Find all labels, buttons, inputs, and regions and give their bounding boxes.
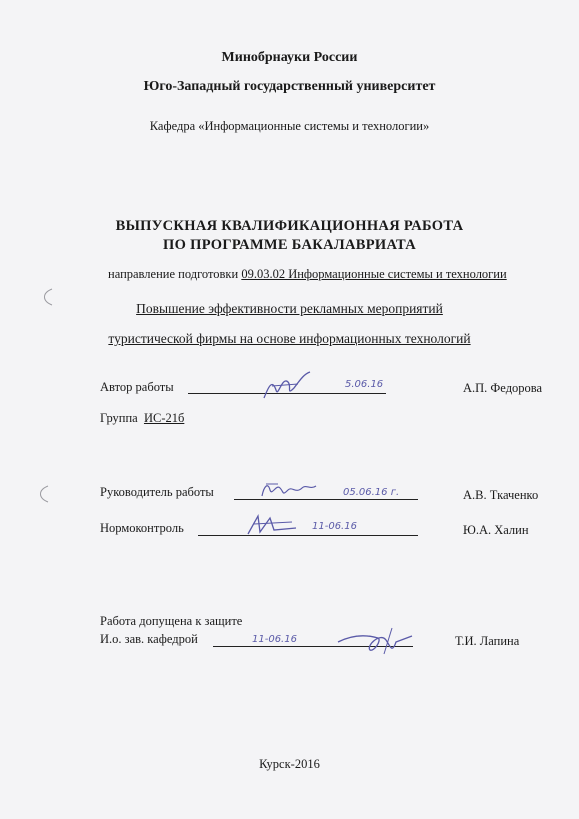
admission-label: Работа допущена к защите bbox=[100, 614, 243, 628]
direction-value: 09.03.02 Информационные системы и технологии bbox=[241, 267, 507, 281]
ministry-name: Минобрнауки России bbox=[221, 50, 358, 65]
head-date: 11-06.16 bbox=[252, 634, 297, 645]
author-label: Автор работы bbox=[100, 380, 174, 394]
author-name: А.П. Федорова bbox=[463, 381, 543, 395]
supervisor-date: 05.06.16 г. bbox=[343, 487, 400, 498]
head-label: И.о. зав. кафедрой bbox=[100, 632, 198, 646]
supervisor-label: Руководитель работы bbox=[100, 485, 214, 499]
topic-line2: туристической фирмы на основе информационных технологий bbox=[108, 331, 471, 346]
group-line bbox=[100, 411, 184, 426]
supervisor-signature-icon bbox=[258, 478, 320, 502]
supervisor-name: А.В. Ткаченко bbox=[463, 488, 539, 502]
city-year: Курск-2016 bbox=[259, 757, 320, 771]
normcontrol-name: Ю.А. Халин bbox=[463, 523, 529, 537]
author-date: 5.06.16 bbox=[345, 379, 384, 390]
work-title-line1: ВЫПУСКНАЯ КВАЛИФИКАЦИОННАЯ РАБОТА bbox=[115, 218, 464, 234]
group-label: Группа bbox=[100, 411, 138, 425]
work-title-line2: ПО ПРОГРАММЕ БАКАЛАВРИАТА bbox=[163, 237, 416, 253]
punch-hole-mark-icon bbox=[36, 484, 52, 504]
head-signature-icon bbox=[334, 622, 416, 660]
normcontrol-date: 11-06.16 bbox=[312, 521, 357, 532]
normcontrol-signature-line bbox=[198, 535, 418, 536]
group-value: ИС-21б bbox=[143, 411, 185, 425]
department-name: Кафедра «Информационные системы и технологии» bbox=[149, 119, 430, 133]
direction-label: направление подготовки bbox=[108, 267, 239, 281]
author-signature-icon bbox=[258, 368, 318, 404]
direction-line bbox=[108, 267, 507, 282]
head-name: Т.И. Лапина bbox=[455, 634, 520, 648]
normcontrol-signature-icon bbox=[244, 510, 300, 538]
normcontrol-label: Нормоконтроль bbox=[100, 521, 184, 535]
punch-hole-mark-icon bbox=[40, 287, 56, 307]
university-name: Юго-Западный государственный университет bbox=[143, 79, 436, 94]
topic-line1: Повышение эффективности рекламных мероприятий bbox=[136, 301, 443, 316]
